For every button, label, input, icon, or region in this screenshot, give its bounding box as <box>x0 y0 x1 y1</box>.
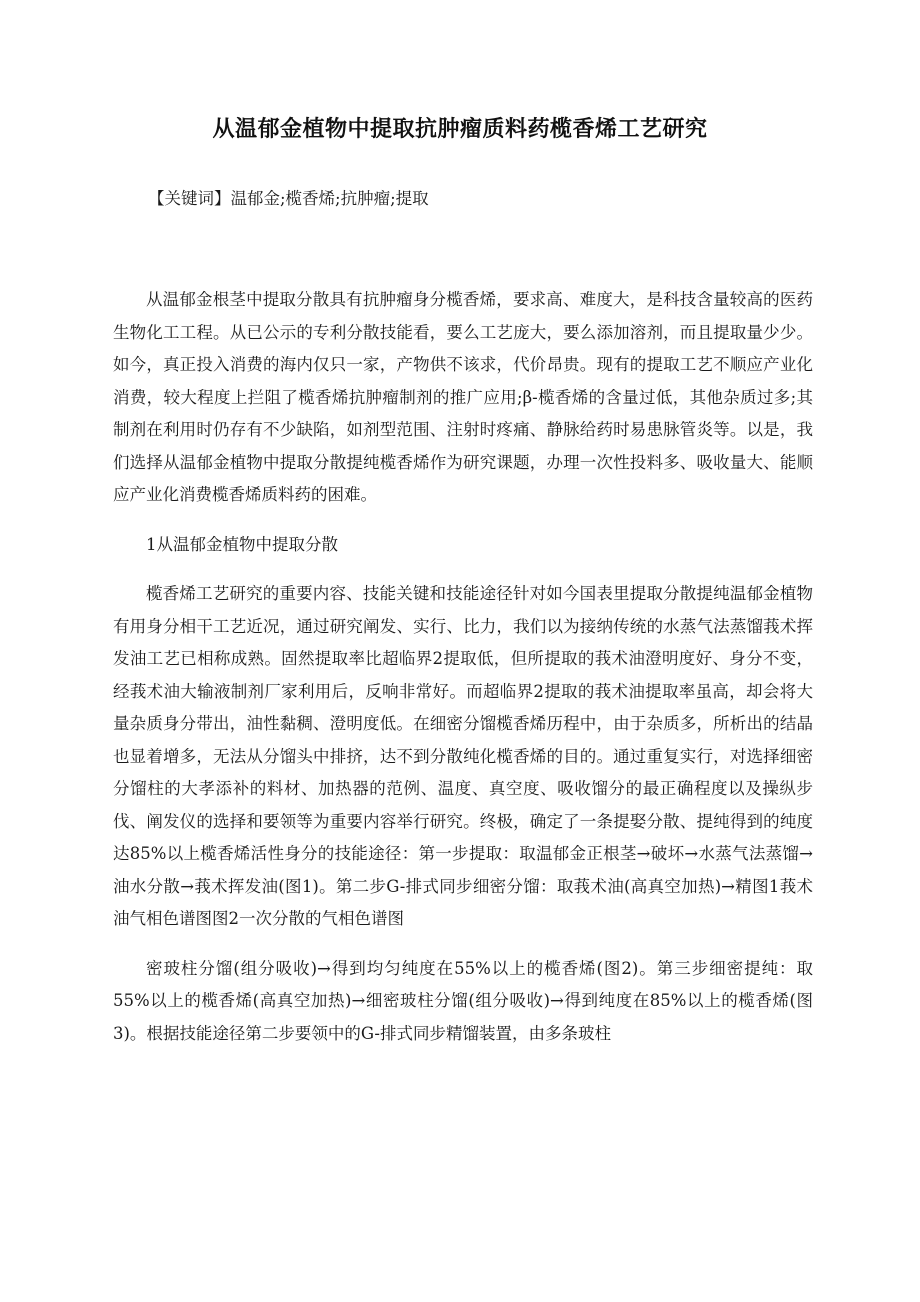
section-heading: 1从温郁金植物中提取分散 <box>146 534 338 554</box>
paragraph-method: 榄香烯工艺研究的重要内容、技能关键和技能途径针对如今国表里提取分散提纯温郁金植物有用身分相干工艺近况，通过研究阐发、实行、比力，我们以为接纳传统的水蒸气法蒸馏莪术挥发油工艺已相称成熟。固然提取率比超临界2提取低，但所提取的莪术油澄明度好、身分不变，经莪术油大输液制剂厂家利用后，反响非常好。而超临界2提取的莪术油提取率虽高，却会将大量杂质身分带出，油性黏稠、澄明度低。在细密分馏榄香烯历程中，由于杂质多，所析出的结晶也显着增多，无法从分馏头中排挤，达不到分散纯化榄香烯的目的。通过重复实行，对选择细密分馏柱的大孝添补的料材、加热器的范例、温度、真空度、吸收馏分的最正确程度以及操纵步伐、阐发仪的选择和要领等为重要内容举行研究。终极，确定了一条提娶分散、提纯得到的纯度达85%以上榄香烯活性身分的技能途径：第一步提取：取温郁金正根茎→破坏→水蒸气法蒸馏→油水分散→莪术挥发油(图1)。第二步G-排式同步细密分馏：取莪术油(高真空加热)→精图1莪术油气相色谱图图2一次分散的气相色谱图 <box>113 584 813 928</box>
paragraph-intro: 从温郁金根茎中提取分散具有抗肿瘤身分榄香烯，要求高、难度大，是科技含量较高的医药生物化工工程。从已公示的专利分散技能看，要么工艺庞大，要么添加溶剂，而且提取量少少。如今，真正投入消费的海内仅只一家，产物供不该求，代价昂贵。现有的提取工艺不顺应产业化消费，较大程度上拦阻了榄香烯抗肿瘤制剂的推广应用;β-榄香烯的含量过低，其他杂质过多;其制剂在利用时仍存有不少缺陷，如剂型范围、注射时疼痛、静脉给药时易患脉管炎等。以是，我们选择从温郁金植物中提取分散提纯榄香烯作为研究课题，办理一次性投料多、吸收量大、能顺应产业化消费榄香烯质料药的困难。 <box>113 290 813 504</box>
document-title: 从温郁金植物中提取抗肿瘤质料药榄香烯工艺研究 <box>212 117 708 142</box>
paragraph-continuation: 密玻柱分馏(组分吸收)→得到均匀纯度在55%以上的榄香烯(图2)。第三步细密提纯：取55%以上的榄香烯(高真空加热)→细密玻柱分馏(组分吸收)→得到纯度在85%以上的榄香烯(图3)。根据技能途径第二步要领中的G-排式同步精馏装置，由多条玻柱 <box>113 958 813 1043</box>
document-body <box>113 284 813 1066</box>
keywords-text: 温郁金;榄香烯;抗肿瘤;提取 <box>230 189 429 208</box>
keywords-line <box>148 185 429 209</box>
keywords-label: 【关键词】 <box>148 189 231 208</box>
